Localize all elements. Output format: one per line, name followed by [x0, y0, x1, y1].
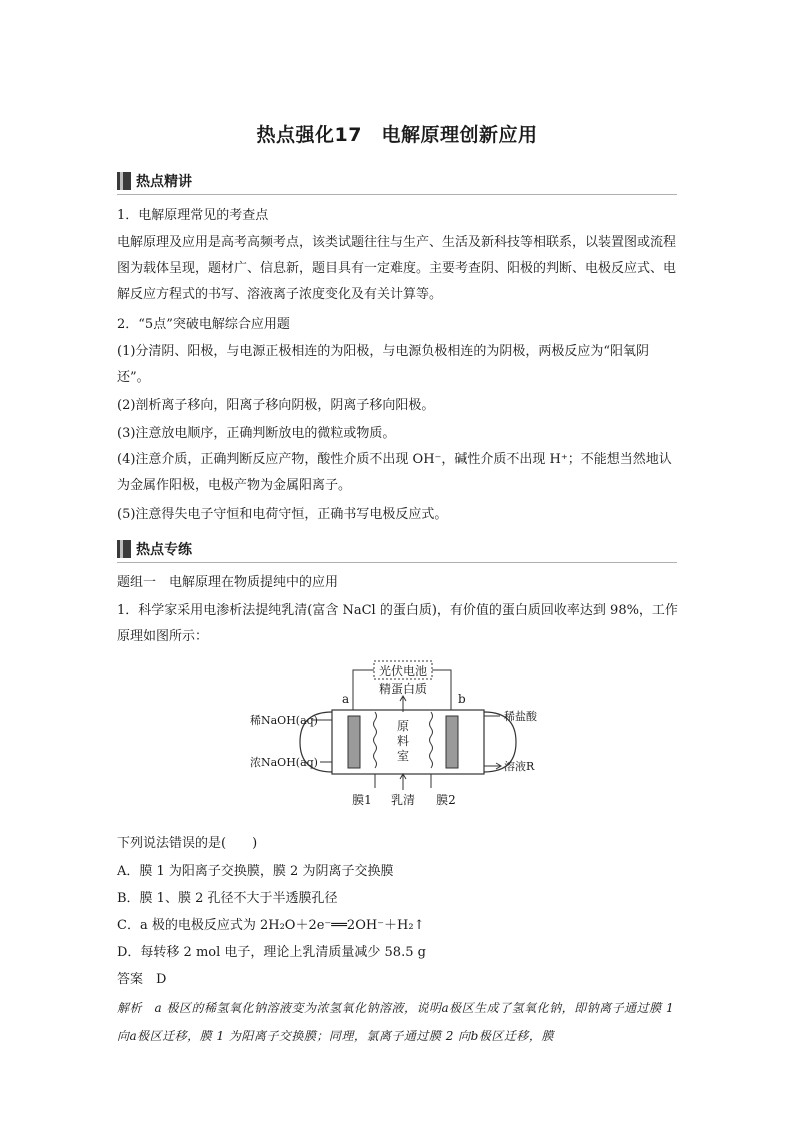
feed-chamber-label: 室: [396, 749, 410, 763]
section-divider: [117, 194, 677, 195]
lecture-item-5: (5)注意得失电子守恒和电荷守恒，正确书写电极反应式。: [117, 507, 448, 522]
left-bottom-label: 浓NaOH(aq): [250, 756, 318, 769]
electrodialysis-diagram: [250, 656, 550, 826]
electrode-b: [446, 716, 458, 768]
lecture-item-3: (3)注意放电顺序，正确判断放电的微粒或物质。: [117, 426, 396, 441]
option-a: A．膜 1 为阳离子交换膜，膜 2 为阴离子交换膜: [117, 864, 394, 879]
section-header-practice: [117, 540, 198, 558]
section-title: 热点精讲: [136, 174, 192, 190]
feed-chamber-label: 料: [396, 734, 410, 748]
lecture-heading-1: 1．电解原理常见的考查点: [117, 208, 269, 223]
electrode-a: [348, 716, 360, 768]
lecture-item-4: (4)注意介质，正确判断反应产物，酸性介质不出现 OH⁻，碱性介质不出现 H⁺；不能想当然地认为金属作阳极，电极产物为金属阳离子。: [117, 452, 672, 493]
membrane-2: [430, 712, 433, 768]
question-1-text: 1．科学家采用电渗析法提纯乳清(富含 NaCl 的蛋白质)，有价值的蛋白质回收率达到 98%，工作原理如图所示：: [117, 603, 678, 644]
membrane-1: [374, 712, 377, 768]
right-top-label: 稀盐酸: [504, 710, 537, 723]
section-divider: [117, 562, 677, 563]
page-title: 热点强化17 电解原理创新应用: [256, 124, 538, 146]
membrane-1-label: 膜1: [352, 793, 372, 807]
lecture-heading-2: 2．“5点”突破电解综合应用题: [117, 317, 290, 332]
section-marker-icon: [117, 540, 131, 558]
lecture-item-2: (2)剖析离子移向，阳离子移向阴极，阴离子移向阳极。: [117, 398, 435, 413]
electrode-a-label: a: [342, 692, 350, 706]
analysis: 解析 a 极区的稀氢氧化钠溶液变为浓氢氧化钠溶液，说明a极区生成了氢氧化钠，即钠离子通过膜 1 向a极区迁移，膜 1 为阳离子交换膜；同理，氯离子通过膜 2 向b极区迁移，膜: [117, 1001, 675, 1043]
power-supply-label: 光伏电池: [378, 664, 428, 678]
feed-chamber-label: 原: [396, 719, 410, 733]
question-stem: 下列说法错误的是( ): [117, 836, 258, 851]
section-marker-icon: [117, 172, 131, 190]
electrode-b-label: b: [458, 692, 466, 706]
lecture-paragraph-1: 电解原理及应用是高考高频考点，该类试题往往与生产、生活及新科技等相联系，以装置图或流程图为载体呈现，题材广、信息新，题目具有一定难度。主要考查阴、阳极的判断、电极反应式、电解反应方程式的书写、溶液离子浓度变化及有关计算等。: [117, 235, 677, 302]
option-d: D．每转移 2 mol 电子，理论上乳清质量减少 58.5 g: [117, 945, 426, 960]
section-header-lecture: [117, 172, 198, 190]
lecture-item-1: (1)分清阴、阳极，与电源正极相连的为阳极，与电源负极相连的为阴极，两极反应为“阳氧阴还”。: [117, 344, 650, 385]
option-c: C．a 极的电极反应式为 2H₂O＋2e⁻══2OH⁻＋H₂↑: [117, 918, 425, 933]
product-label: 精蛋白质: [378, 682, 428, 696]
option-b: B．膜 1、膜 2 孔径不大于半透膜孔径: [117, 891, 338, 906]
feed-label: 乳清: [390, 793, 416, 807]
right-bottom-label: 溶液R: [504, 760, 535, 773]
question-group-title: 题组一 电解原理在物质提纯中的应用: [117, 575, 339, 590]
membrane-2-label: 膜2: [436, 793, 456, 807]
left-top-label: 稀NaOH(aq): [250, 714, 318, 727]
answer: 答案 D: [117, 972, 167, 987]
section-title: 热点专练: [136, 542, 192, 558]
